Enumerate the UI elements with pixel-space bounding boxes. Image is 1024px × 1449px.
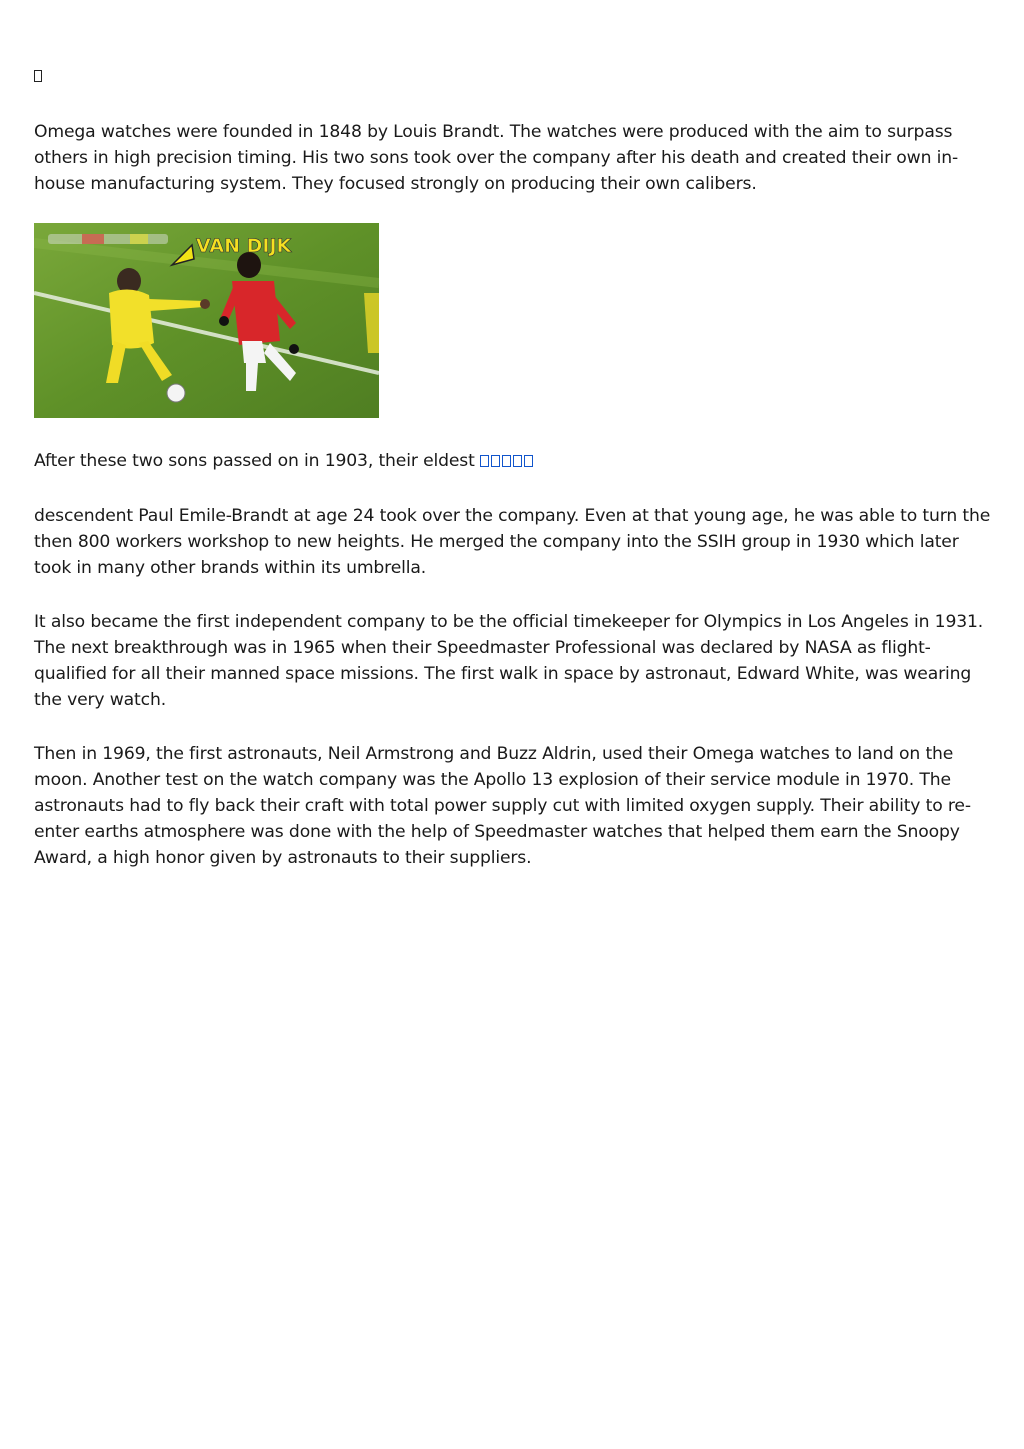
paragraph-sons-passed [34,448,994,474]
missing-glyph-link[interactable] [480,451,535,471]
paragraph-moon-landing: Then in 1969, the first astronauts, Neil Armstrong and Buzz Aldrin, used their Omega watches to land on the moon. Another test on the watch company was the Apollo 13 explosion of their service module in 1970. The astronauts had to fly back their craft with total power supply cut with limited oxygen supply. Their ability to re-enter earths atmosphere was done with the help of Speedmaster watches that helped them earn the Snoopy Award, a high honor given by astronauts to their suppliers. [34,744,971,868]
paragraph-sons-passed-text: After these two sons passed on in 1903, their eldest [34,451,481,471]
football-photo [34,223,379,418]
football-photo-drawing [34,223,379,418]
paragraph-paul-emile-brandt: descendent Paul Emile-Brandt at age 24 took over the company. Even at that young age, he was able to turn the then 800 workers workshop to new heights. He merged the company into the SSIH group in 1930 which later took in many other brands within its umbrella. [34,506,991,578]
paragraph-olympics-nasa: It also became the first independent company to be the official timekeeper for Olympics in Los Angeles in 1931. The next breakthrough was in 1965 when their Speedmaster Professional was declared by NASA as flight-qualified for all their manned space missions. The first walk in space by astronaut, Edward White, was wearing the very watch. [34,612,984,710]
missing-glyph-icon [34,70,42,82]
missing-glyph-link-icons [480,448,535,474]
paragraph-history-founding: Omega watches were founded in 1848 by Louis Brandt. The watches were produced with the aim to surpass others in high precision timing. His two sons took over the company after his death and created their own in-house manufacturing system. They focused strongly on producing their own calibers. [34,122,959,194]
van-dijk-caption: VAN DIJK [196,235,292,257]
